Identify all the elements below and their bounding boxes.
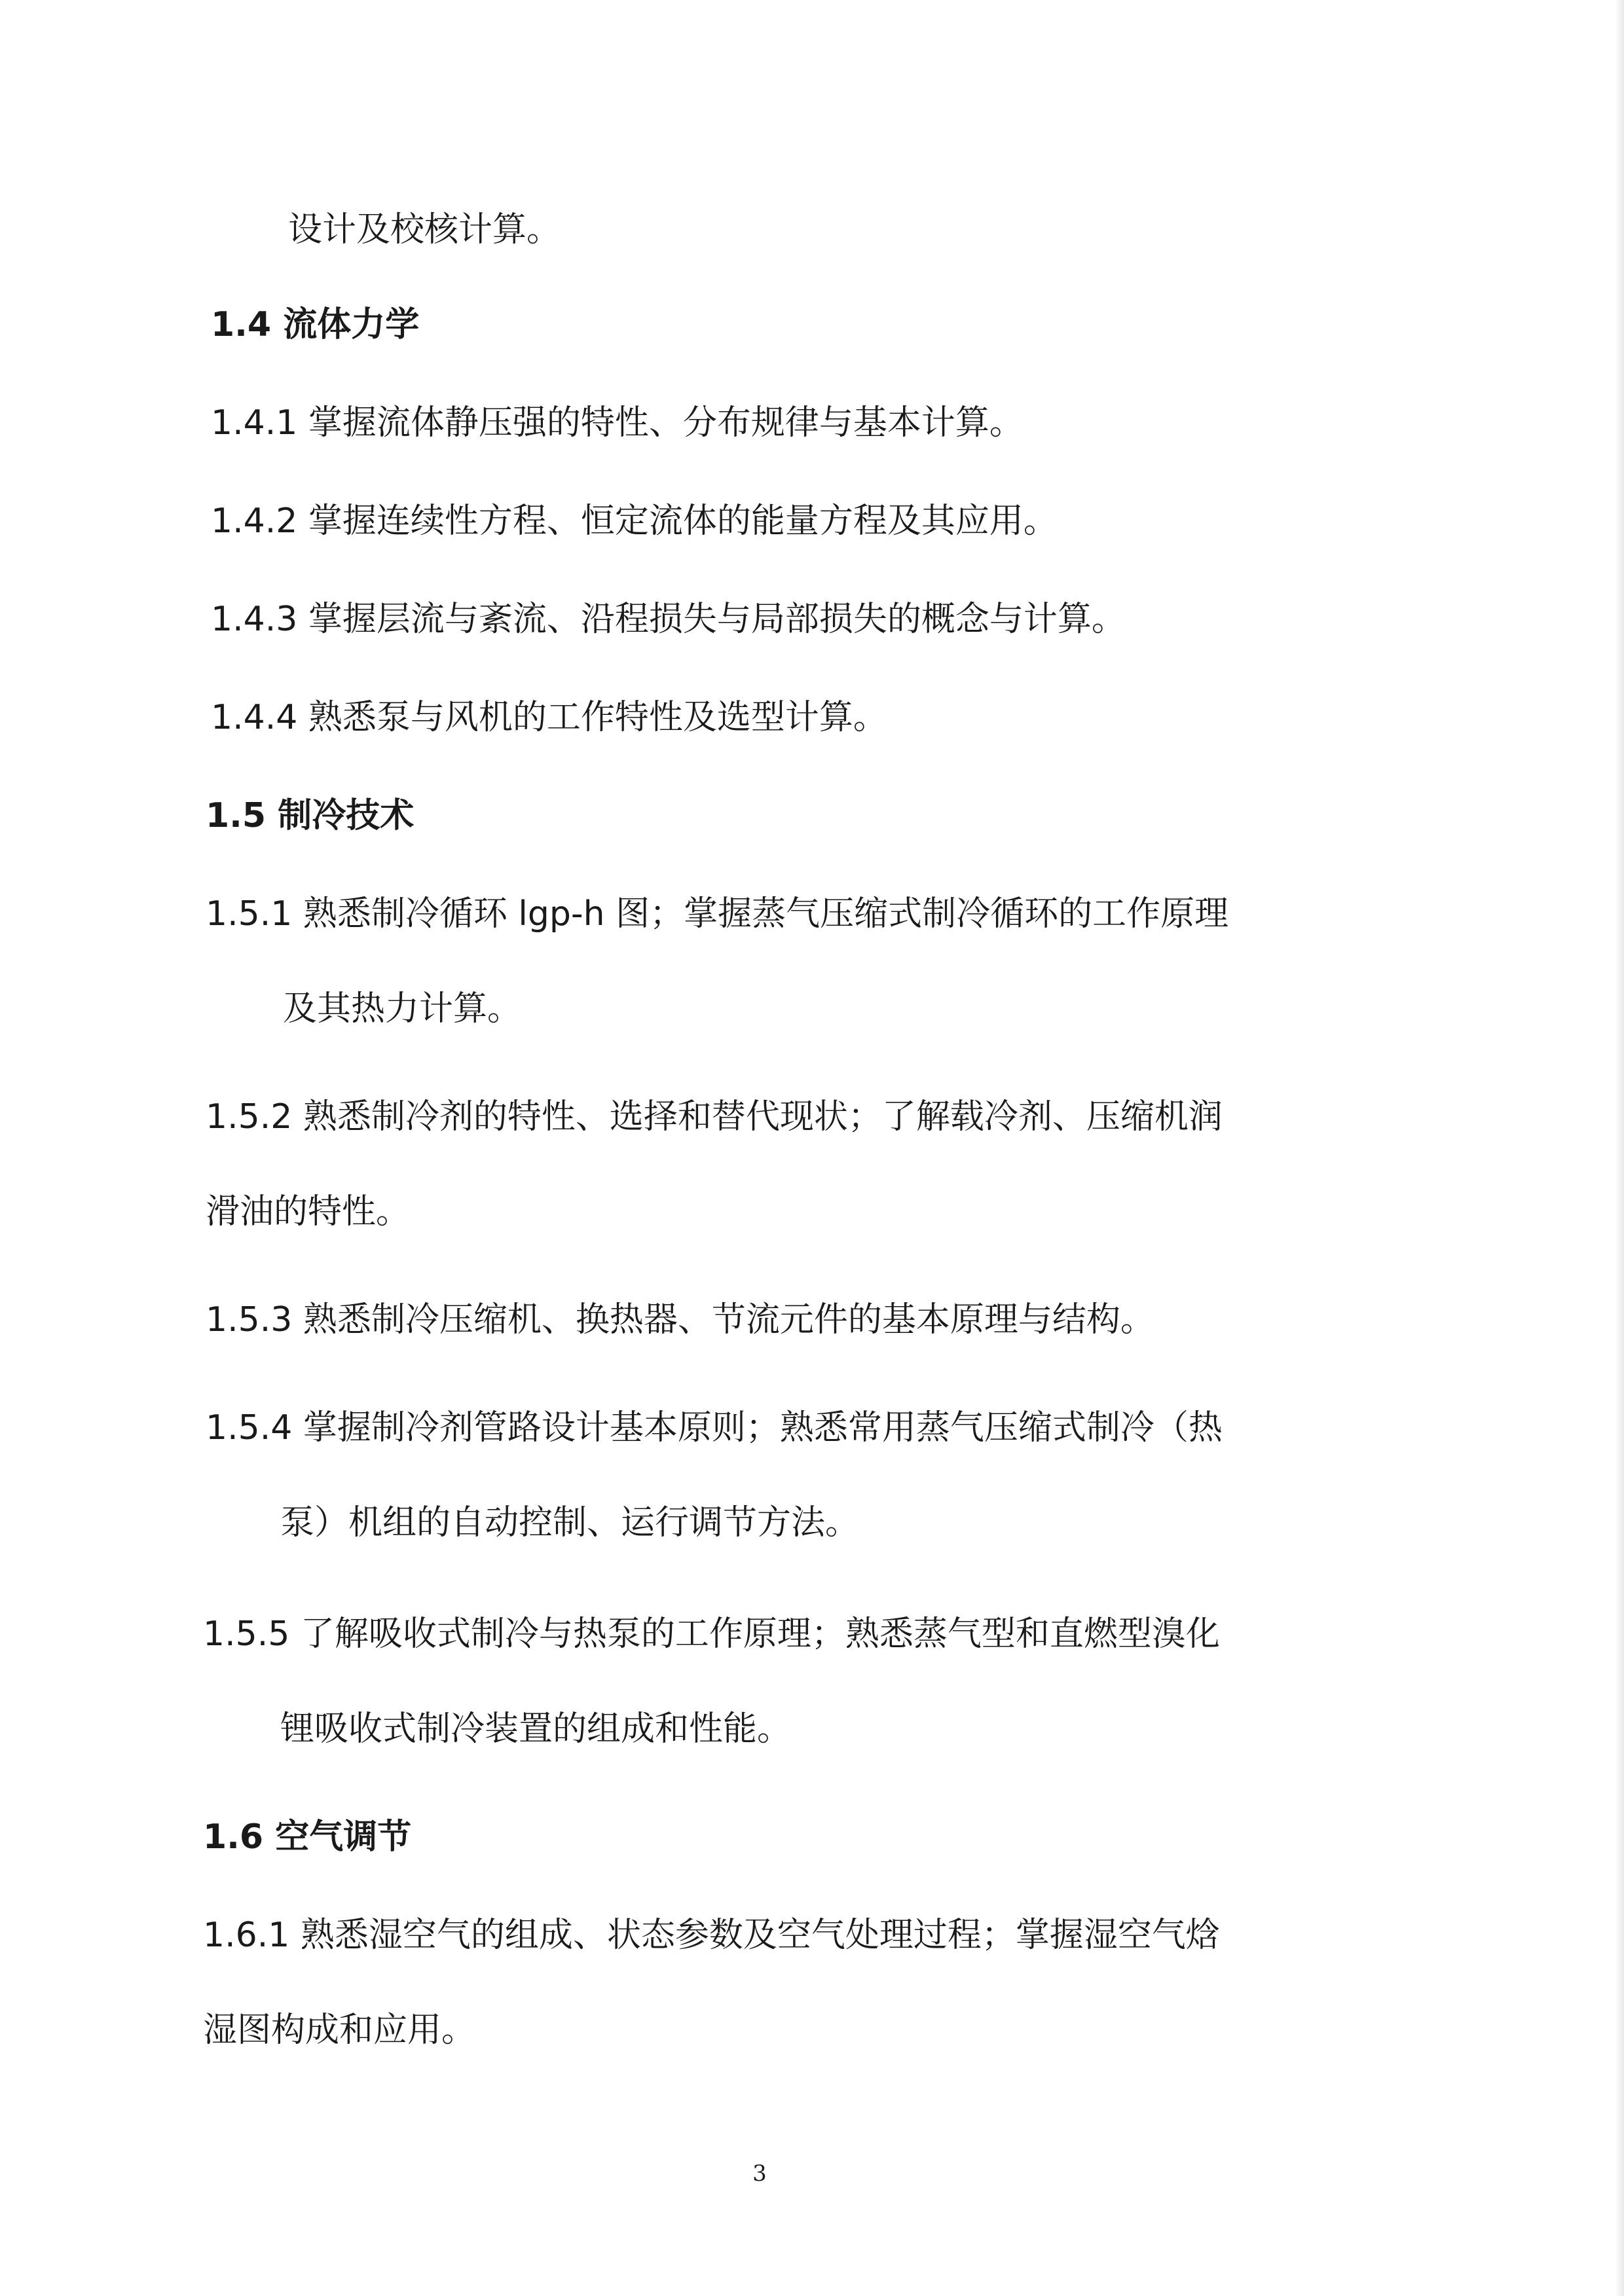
item-1-5-3: 1.5.3 熟悉制冷压缩机、换热器、节流元件的基本原理与结构。	[206, 1300, 1154, 1339]
item-1-5-2: 1.5.2 熟悉制冷剂的特性、选择和替代现状；了解载冷剂、压缩机润	[206, 1097, 1223, 1137]
item-1-4-2: 1.4.2 掌握连续性方程、恒定流体的能量方程及其应用。	[211, 501, 1058, 541]
page-number: 3	[752, 2160, 767, 2187]
item-1-5-4: 1.5.4 掌握制冷剂管路设计基本原则；熟悉常用蒸气压缩式制冷（热	[206, 1408, 1223, 1448]
item-1-6-1: 1.6.1 熟悉湿空气的组成、状态参数及空气处理过程；掌握湿空气焓	[203, 1916, 1220, 1955]
section-heading-1-5: 1.5 制冷技术	[206, 796, 415, 835]
section-heading-1-4: 1.4 流体力学	[211, 305, 420, 344]
continued-line-1-3: 设计及校核计算。	[288, 210, 561, 249]
item-1-5-1-continued: 及其热力计算。	[283, 989, 522, 1029]
page-edge-shadow	[1615, 0, 1624, 2296]
item-1-5-1: 1.5.1 熟悉制冷循环 lgp-h 图；掌握蒸气压缩式制冷循环的工作原理	[206, 894, 1229, 934]
item-1-5-4-continued: 泵）机组的自动控制、运行调节方法。	[280, 1503, 860, 1542]
item-1-5-5: 1.5.5 了解吸收式制冷与热泵的工作原理；熟悉蒸气型和直燃型溴化	[203, 1614, 1220, 1654]
item-1-5-5-continued: 锂吸收式制冷装置的组成和性能。	[280, 1709, 792, 1749]
item-1-4-3: 1.4.3 掌握层流与紊流、沿程损失与局部损失的概念与计算。	[211, 600, 1126, 639]
item-1-4-1: 1.4.1 掌握流体静压强的特性、分布规律与基本计算。	[211, 403, 1024, 443]
section-heading-1-6: 1.6 空气调节	[203, 1817, 412, 1857]
item-1-5-2-continued: 滑油的特性。	[206, 1192, 411, 1231]
item-1-6-1-continued: 湿图构成和应用。	[203, 2011, 476, 2050]
item-1-4-4: 1.4.4 熟悉泵与风机的工作特性及选型计算。	[211, 698, 887, 737]
